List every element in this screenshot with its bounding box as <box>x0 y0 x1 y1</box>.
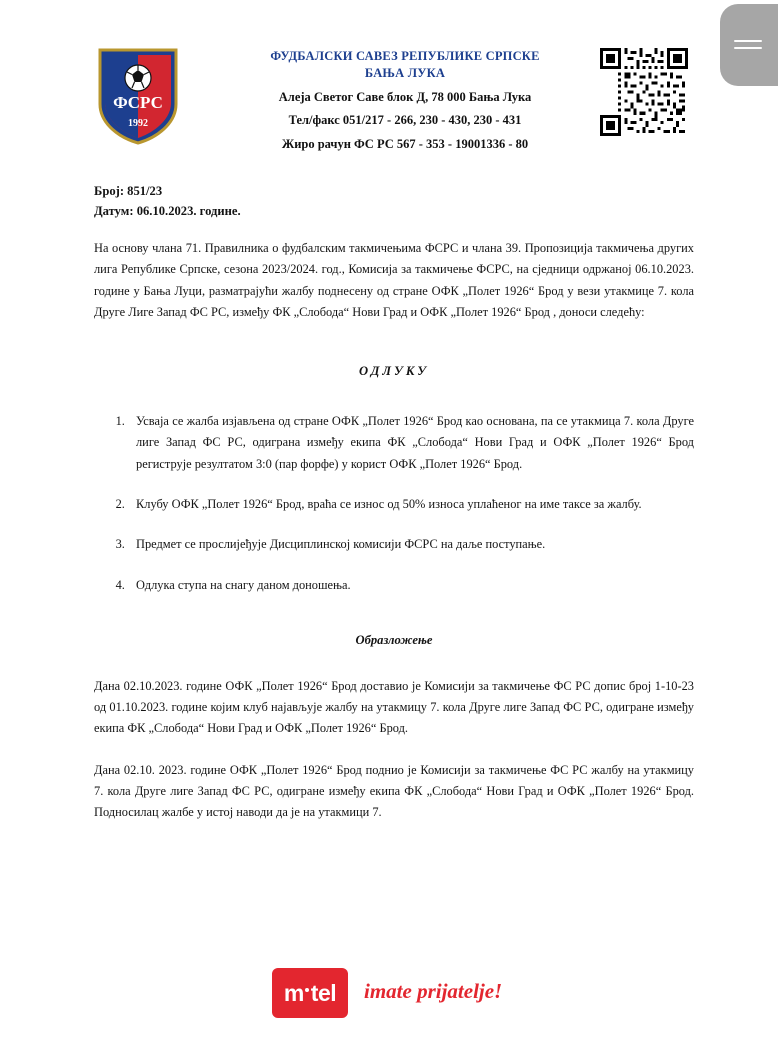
list-item: 2. Клубу ОФК „Полет 1926“ Брод, враћа се износ од 50% износа уплаћеног на име таксе за жалбу. <box>128 494 694 515</box>
reasoning-paragraph-2: Дана 02.10. 2023. године ОФК „Полет 1926“ Брод поднио је Комисији за такмичење ФС РС жалбу на утакмицу 7. кола Друге лиге Запад ФС РС, одигране између екипа ФК „Слобода“ Нови Град и ОФК „Полет 1926“ Брод. Подносилац жалбе у истој наводи да је на утакмици 7. <box>94 762 694 820</box>
mtel-logo-dot <box>305 988 309 992</box>
qr-code-icon <box>600 48 688 136</box>
mtel-logo-prefix: m <box>283 979 304 1006</box>
list-item: 4. Одлука ступа на снагу даном доношења. <box>128 575 694 596</box>
mtel-slogan: imate prijatelje! <box>364 979 503 1003</box>
document-body <box>94 182 694 824</box>
org-name-line-1: ФУДБАЛСКИ САВЕЗ РЕПУБЛИКЕ СРПСКЕ <box>270 49 540 63</box>
org-name-line-2: БАЊА ЛУКА <box>364 65 446 80</box>
address-line: Алеја Светог Саве блок Д, 78 000 Бања Лука <box>278 89 532 104</box>
reasoning-paragraph-1: Дана 02.10.2023. године ОФК „Полет 1926“ Брод доставио је Комисији за такмичење ФС РС допис број 1-10-23 од 01.10.2023. године којим клуб најављује жалбу на утакмицу 7. кола Друге лиге Запад ФС РС, одигране између екипа ФК „Слобода“ Нови Град и ОФК „Полет 1926“ Брод. <box>94 678 694 736</box>
reasoning-title: Образложење <box>355 632 433 647</box>
intro-paragraph: На основу члана 71. Правилника о фудбалским такмичењима ФСРС и члана 39. Пропозиција такмичења других лига Републике Српске, сезона 2023/2024. год., Комисија за такмичење ФСРС, на сједници одржаној 06.10.2023. године у Бања Луци, разматрајући жалбу поднесену од стране ОФК „Полет 1926“ Брод у вези утакмице 7. кола Друге Лиге Запад ФС РС, између ФК „Слобода“ Нови Град и ОФК „Полет 1926“ Брод , доноси следећу: <box>94 241 694 320</box>
document-header <box>0 34 778 154</box>
decision-title: ОДЛУКУ <box>359 364 429 379</box>
list-item: 1. Усваја се жалба изјављена од стране ОФК „Полет 1926“ Брод као основана, па се утакмица 7. кола Друге лиге Запад ФС РС, одиграна између екипа ФК „Слобода“ Нови Град и ОФК „Полет 1926“ Брод региструје резултатом 3:0 (пар форфе) у корист ОФК „Полет 1926“ Брод. <box>128 411 694 475</box>
football-federation-crest-icon <box>96 46 180 146</box>
mtel-logo-suffix: tel <box>310 979 337 1006</box>
crest-year: 1992 <box>128 118 148 129</box>
phone-line: Тел/факс 051/217 - 266, 230 - 430, 230 - 431 <box>288 113 522 128</box>
crest-initials: ФСРС <box>113 93 163 112</box>
mtel-logo <box>272 968 348 1018</box>
list-item: 3. Предмет се прослијеђује Дисциплинској комисији ФСРС на даље поступање. <box>128 534 694 555</box>
menu-handle[interactable] <box>720 4 778 86</box>
account-line: Жиро рачун ФС РС 567 - 353 - 19001336 - 80 <box>281 136 529 151</box>
hamburger-menu-icon[interactable] <box>734 40 762 54</box>
document-footer <box>0 968 778 1020</box>
document-date: Датум: 06.10.2023. године. <box>94 203 241 218</box>
decision-items-list <box>94 411 694 596</box>
header-text-block <box>210 48 600 154</box>
document-number: Број: 851/23 <box>94 184 163 198</box>
